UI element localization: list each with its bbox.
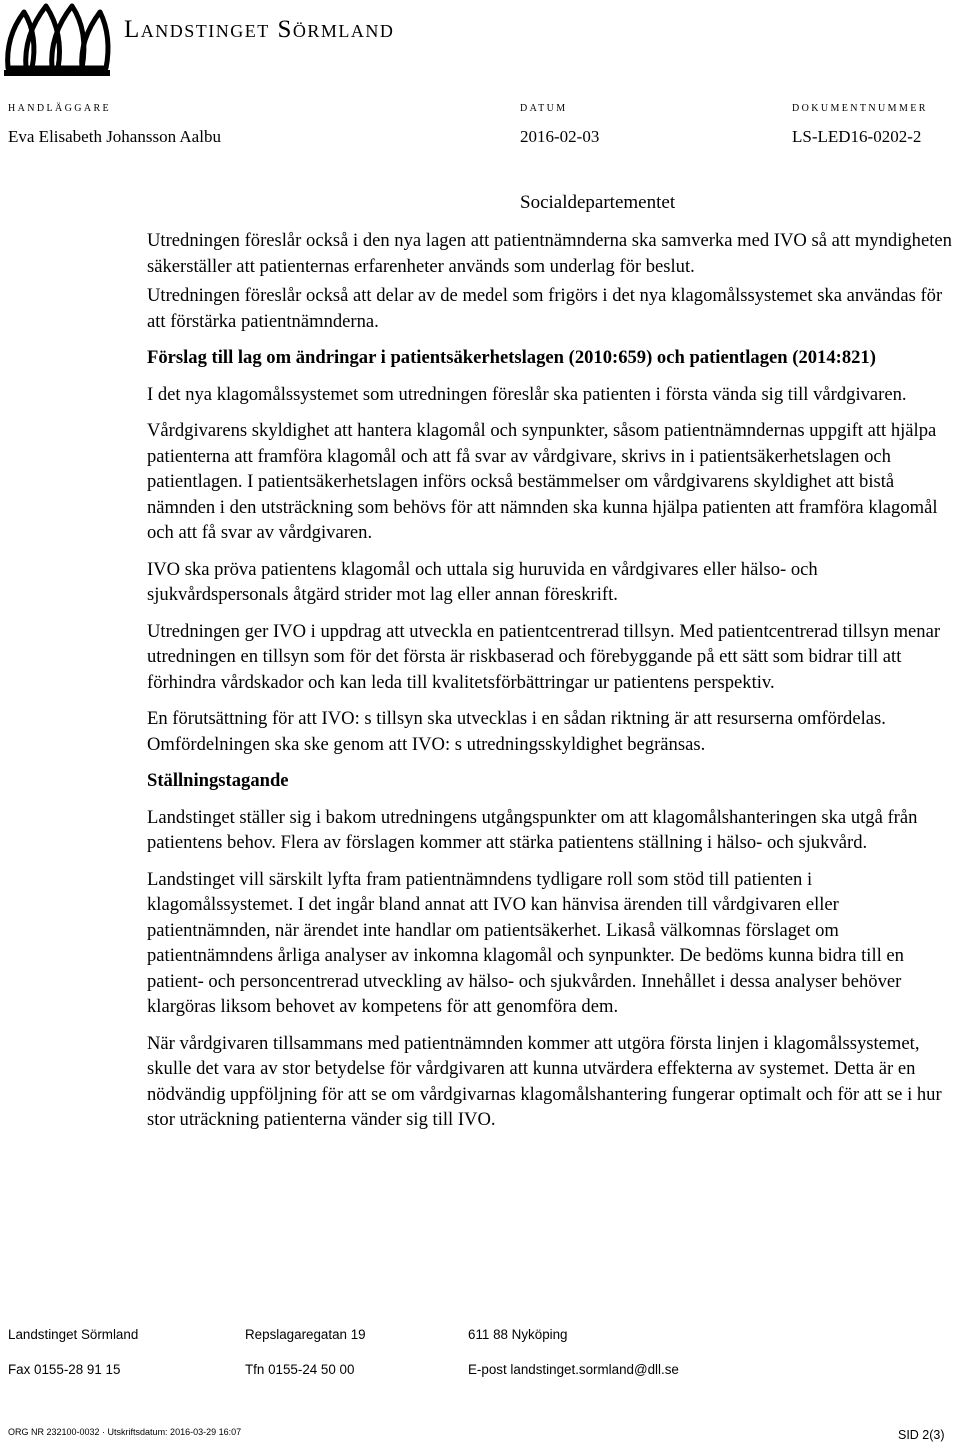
datum-label: DATUM: [520, 103, 568, 114]
paragraph: En förutsättning för att IVO: s tillsyn ska utvecklas i en sådan riktning är att resurserna omfördelas. Omfördelningen ska ske genom att IVO: s utredningsskyldighet begränsas.: [147, 708, 886, 755]
dokumentnummer-label: DOKUMENTNUMMER: [792, 103, 928, 114]
dokumentnummer-value: LS-LED16-0202-2: [792, 127, 922, 146]
paragraph: Utredningen ger IVO i uppdrag att utveckla en patientcentrerad tillsyn. Med patientcentrerad tillsyn menar utredningen en tillsyn som för det första är riskbaserad och förebyggande på ett sätt som bidrar till att förhindra vårdskador och kan leda till kvalitetsförbättringar ur patientens perspektiv.: [147, 620, 941, 693]
landstinget-logo-icon: [2, 2, 112, 78]
datum-value: 2016-02-03: [520, 127, 600, 146]
paragraph: Utredningen föreslår också i den nya lagen att patientnämnderna ska samverka med IVO så att myndigheten säkerställer att patienternas erfarenheter används som underlag för beslut.: [147, 230, 952, 277]
footer-org-name: Landstinget Sörmland: [8, 1327, 139, 1342]
paragraph: IVO ska pröva patientens klagomål och uttala sig huruvida en vårdgivares eller hälso- och sjukvårdspersonals åtgärd strider mot lag eller annan föreskrift.: [147, 558, 818, 605]
section-heading: Förslag till lag om ändringar i patientsäkerhetslagen (2010:659) och patientlagen (2014:821): [147, 347, 876, 368]
handlaggare-label: HANDLÄGGARE: [8, 103, 112, 114]
footer-email: E-post landstinget.sormland@dll.se: [468, 1362, 679, 1377]
paragraph: I det nya klagomålssystemet som utredningen föreslår ska patienten i första vända sig till vårdgivaren.: [147, 383, 907, 405]
section-heading: Ställningstagande: [147, 770, 289, 791]
footer-postal: 611 88 Nyköping: [468, 1327, 568, 1342]
recipient: Socialdepartementet: [520, 192, 676, 213]
document-body: [147, 228, 960, 1144]
page-number: SID 2(3): [898, 1428, 945, 1442]
footer-street: Repslagaregatan 19: [245, 1327, 366, 1342]
paragraph: Landstinget ställer sig i bakom utredningens utgångspunkter om att klagomålshanteringen ska utgå från patientens behov. Flera av förslagen kommer att stärka patientens ställning i hälso- och sjukvård.: [147, 806, 918, 853]
paragraph: Utredningen föreslår också att delar av de medel som frigörs i det nya klagomålssystemet ska användas för att förstärka patientnämnderna.: [147, 285, 943, 332]
footer-phone: Tfn 0155-24 50 00: [245, 1362, 355, 1377]
footer-fax: Fax 0155-28 91 15: [8, 1362, 121, 1377]
handlaggare-value: Eva Elisabeth Johansson Aalbu: [8, 127, 221, 146]
paragraph: Vårdgivarens skyldighet att hantera klagomål och synpunkter, såsom patientnämndernas uppgift att hjälpa patienterna att framföra klagomål och att få svar av vårdgivare, skrivs in i patientsäkerhetslagen och patientlagen. I patientsäkerhetslagen införs också bestämmelser om vårdgivarens skyldighet att bistå nämnden i den utsträckning som behövs för att nämnden ska kunna hjälpa patienten att framföra klagomål och att få svar av vårdgivaren.: [147, 420, 938, 543]
footer-org-nr: ORG NR 232100-0032 · Utskriftsdatum: 2016-03-29 16:07: [8, 1427, 242, 1437]
paragraph: När vårdgivaren tillsammans med patientnämnden kommer att utgöra första linjen i klagomålssystemet, skulle det vara av stor betydelse för vårdgivaren att kunna utvärdera effekterna av systemet. Detta är en nödvändig uppföljning för att se om vårdgivarnas klagomålshantering fungerar optimalt och för att se i hur stor uträckning patienterna vänder sig till IVO.: [147, 1032, 942, 1130]
paragraph: Landstinget vill särskilt lyfta fram patientnämndens tydligare roll som stöd till patienten i klagomålssystemet. I det ingår bland annat att IVO kan hänvisa ärenden till vårdgivaren eller patientnämnden, när ärendet inte handlar om patientsäkerhet. Likaså välkomnas förslaget om patientnämndens årliga analyser av inkomna klagomål och synpunkter. De bedöms kunna bidra till en patient- och personcentrerad utveckling av hälso- och sjukvården. Innehållet i dessa analyser behöver klargöras liksom behovet av kompetens för att genomföra dem.: [147, 868, 904, 1017]
organization-name: Landstinget Sörmland: [124, 16, 395, 43]
